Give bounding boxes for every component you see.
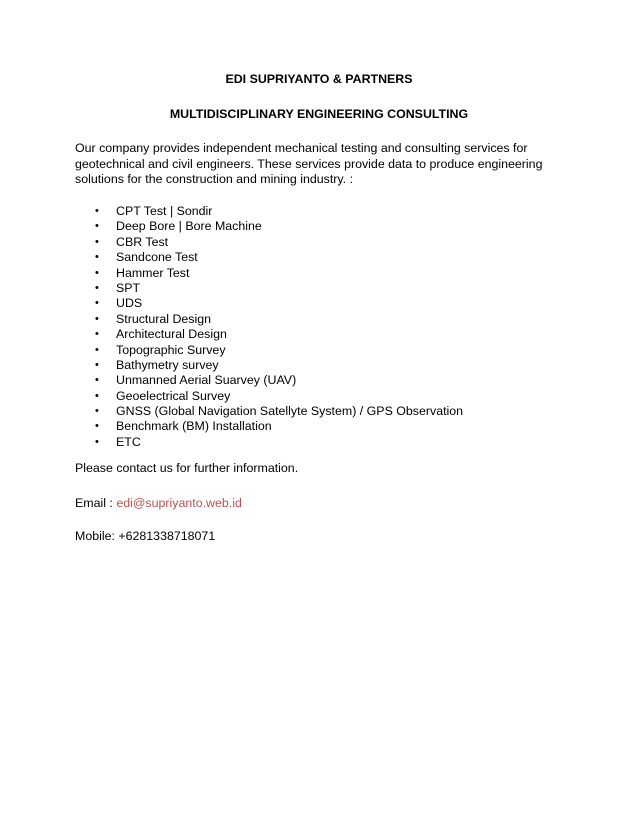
contact-paragraph: Please contact us for further information. bbox=[75, 461, 299, 475]
company-name-heading: EDI SUPRIYANTO & PARTNERS bbox=[225, 72, 413, 86]
service-label: Geoelectrical Survey bbox=[116, 388, 231, 403]
bullet-icon: • bbox=[95, 435, 99, 448]
service-label: SPT bbox=[116, 280, 141, 295]
list-item bbox=[75, 419, 463, 434]
service-label: GNSS (Global Navigation Satellyte System) / GPS Observation bbox=[116, 404, 464, 419]
list-item bbox=[75, 204, 463, 219]
bullet-icon: • bbox=[95, 266, 99, 279]
list-item bbox=[75, 404, 463, 419]
bullet-icon: • bbox=[95, 420, 99, 433]
service-label: Architectural Design bbox=[116, 327, 227, 342]
service-label: CPT Test | Sondir bbox=[116, 204, 213, 218]
service-label: ETC bbox=[116, 434, 141, 449]
bullet-icon: • bbox=[95, 358, 99, 371]
list-item bbox=[75, 266, 463, 281]
service-label: Topographic Survey bbox=[116, 342, 226, 357]
list-item bbox=[75, 296, 463, 311]
email-label: Email : bbox=[75, 496, 117, 510]
list-item bbox=[75, 219, 463, 234]
bullet-icon: • bbox=[95, 220, 99, 233]
bullet-icon: • bbox=[95, 312, 99, 325]
service-label: Structural Design bbox=[116, 311, 212, 326]
list-item bbox=[75, 250, 463, 265]
bullet-icon: • bbox=[95, 389, 99, 402]
list-item bbox=[75, 312, 463, 327]
service-label: Deep Bore | Bore Machine bbox=[116, 219, 262, 234]
service-label: Unmanned Aerial Suarvey (UAV) bbox=[116, 373, 297, 388]
bullet-icon: • bbox=[95, 374, 99, 387]
bullet-icon: • bbox=[95, 251, 99, 264]
list-item bbox=[75, 389, 463, 404]
intro-paragraph: Our company provides independent mechanical testing and consulting services for geotechnical and civil engineers. These services provide data to produce engineering solutions for the construction and mining industry. : bbox=[75, 141, 543, 187]
bullet-icon: • bbox=[95, 281, 99, 294]
service-label: Sandcone Test bbox=[116, 250, 198, 265]
list-item bbox=[75, 281, 463, 296]
bullet-icon: • bbox=[95, 297, 99, 310]
service-label: UDS bbox=[116, 296, 143, 311]
list-item bbox=[75, 358, 463, 373]
list-item bbox=[75, 373, 463, 388]
list-item bbox=[75, 235, 463, 250]
bullet-icon: • bbox=[95, 343, 99, 356]
list-item bbox=[75, 343, 463, 358]
list-item bbox=[75, 327, 463, 342]
service-label: Hammer Test bbox=[116, 265, 190, 280]
list-item bbox=[75, 435, 463, 450]
email-link[interactable]: edi@supriyanto.web.id bbox=[116, 496, 242, 510]
bullet-icon: • bbox=[95, 405, 99, 418]
services-list bbox=[75, 204, 463, 450]
mobile-line: Mobile: +6281338718071 bbox=[75, 529, 216, 543]
bullet-icon: • bbox=[95, 235, 99, 248]
service-label: Benchmark (BM) Installation bbox=[116, 419, 272, 434]
service-label: CBR Test bbox=[116, 234, 169, 249]
bullet-icon: • bbox=[95, 205, 99, 217]
service-label: Bathymetry survey bbox=[116, 357, 219, 372]
subtitle-heading: MULTIDISCIPLINARY ENGINEERING CONSULTING bbox=[169, 107, 469, 121]
bullet-icon: • bbox=[95, 328, 99, 341]
email-line bbox=[75, 496, 242, 510]
